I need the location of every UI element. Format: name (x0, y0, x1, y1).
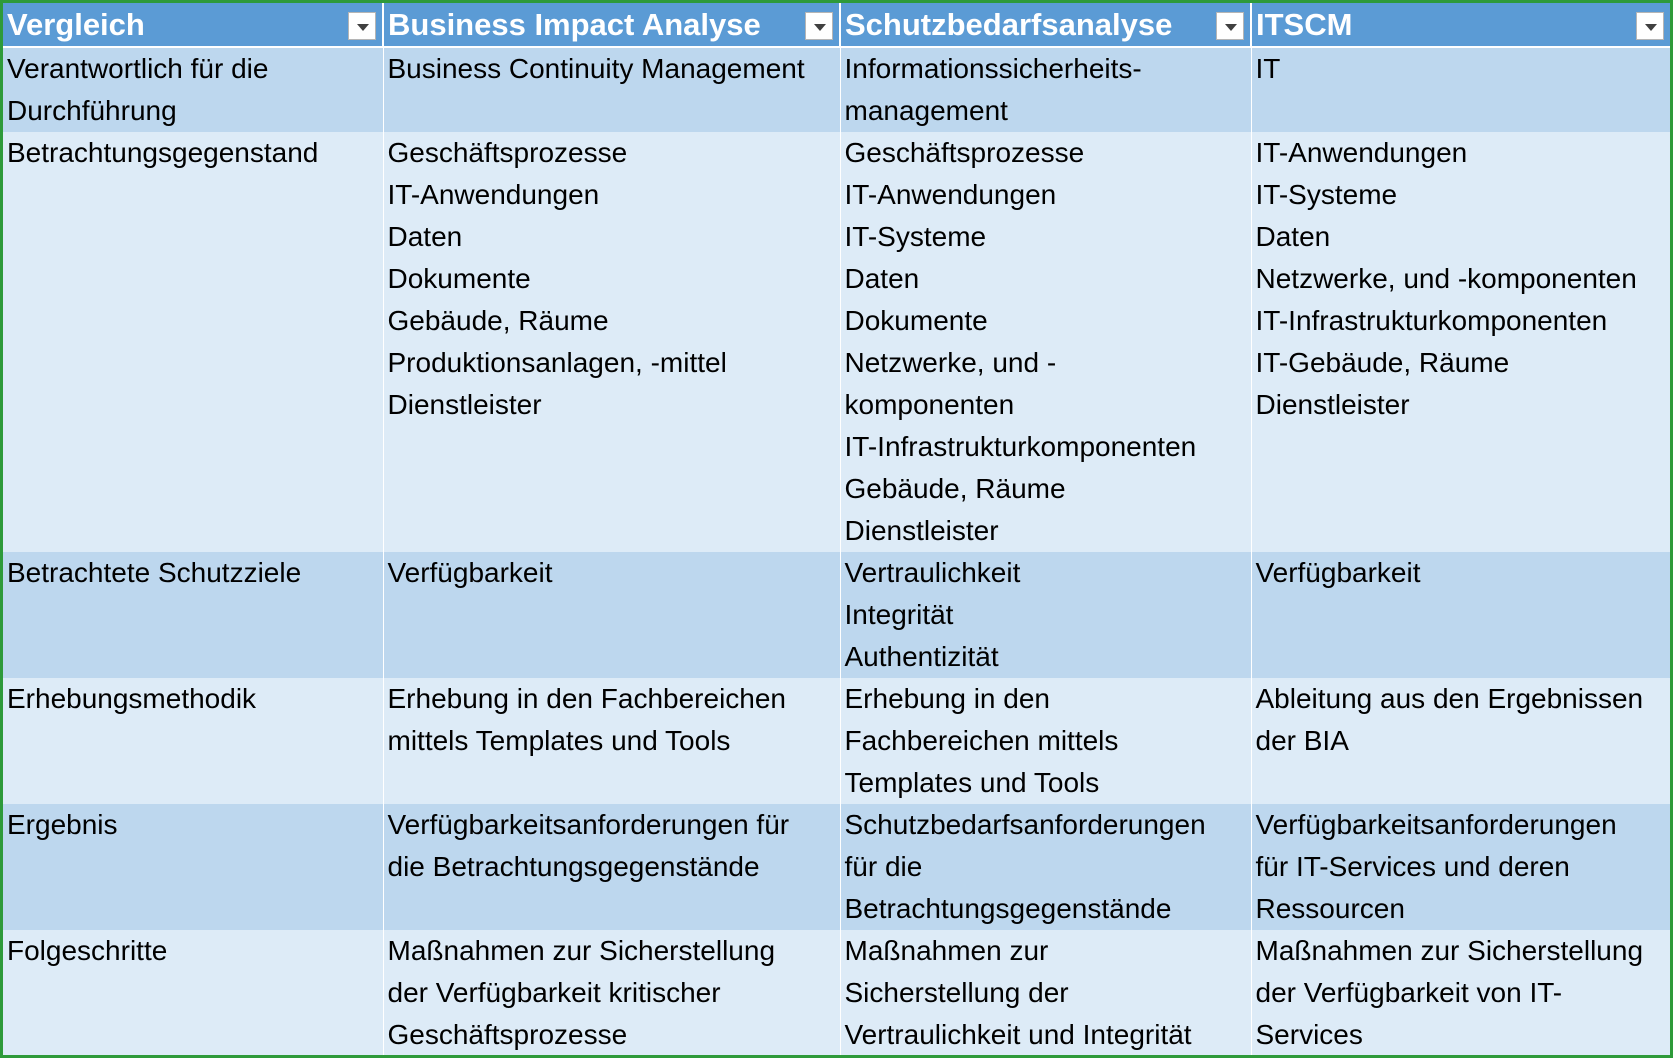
cell-text-line: komponenten (844, 389, 1015, 420)
cell-text-line: Business Continuity Management (387, 53, 805, 84)
cell-text-line: Maßnahmen zur (844, 935, 1049, 966)
cell-text-line: Vertraulichkeit (844, 557, 1021, 588)
table-row (3, 132, 1670, 552)
table-row (3, 930, 1670, 1056)
itscm-cell[interactable] (1251, 132, 1670, 552)
row-label-cell[interactable] (3, 132, 383, 552)
cell-text-line: Betrachtungsgegenstände (844, 893, 1172, 924)
cell-text-line: Verfügbarkeit (387, 557, 553, 588)
cell-text-line: für IT-Services und deren (1255, 851, 1570, 882)
cell-text-line: Durchführung (7, 95, 177, 126)
cell-text-line: Authentizität (844, 641, 999, 672)
header-label: Vergleich (7, 7, 145, 42)
row-label-cell[interactable] (3, 552, 383, 678)
header-vergleich (3, 3, 383, 47)
cell-text-line: Dienstleister (844, 515, 999, 546)
itscm-cell[interactable] (1251, 804, 1670, 930)
header-label: Business Impact Analyse (388, 7, 761, 42)
schutzbedarf-cell[interactable] (840, 132, 1251, 552)
filter-dropdown-icon[interactable] (1636, 12, 1664, 40)
cell-text-line: Ergebnis (7, 809, 118, 840)
schutzbedarf-cell[interactable] (840, 930, 1251, 1056)
cell-text-line: IT-Systeme (1255, 179, 1398, 210)
table-row (3, 47, 1670, 132)
cell-text-line: Dokumente (387, 263, 531, 294)
header-row (3, 3, 1670, 47)
cell-text-line: Erhebung in den (844, 683, 1051, 714)
cell-text-line: Daten (387, 221, 463, 252)
bia-cell[interactable] (383, 678, 840, 804)
cell-text-line: Netzwerke, und - (844, 347, 1057, 378)
cell-text-line: IT-Anwendungen (387, 179, 600, 210)
schutzbedarf-cell[interactable] (840, 804, 1251, 930)
cell-text-line: Daten (844, 263, 920, 294)
itscm-cell[interactable] (1251, 47, 1670, 132)
cell-text-line: Erhebungsmethodik (7, 683, 257, 714)
header-label: ITSCM (1256, 7, 1353, 42)
table-row (3, 552, 1670, 678)
row-label-cell[interactable] (3, 804, 383, 930)
cell-text-line: der Verfügbarkeit von IT- (1255, 977, 1563, 1008)
cell-text-line: Erhebung in den Fachbereichen (387, 683, 787, 714)
cell-text-line: Ressourcen (1255, 893, 1405, 924)
cell-text-line: Geschäftsprozesse (387, 1019, 628, 1050)
cell-text-line: Geschäftsprozesse (844, 137, 1085, 168)
cell-text-line: Betrachtungsgegenstand (7, 137, 319, 168)
cell-text-line: Verfügbarkeit (1255, 557, 1421, 588)
cell-text-line: Informationssicherheits- (844, 53, 1142, 84)
cell-text-line: Netzwerke, und -komponenten (1255, 263, 1637, 294)
cell-text-line: Schutzbedarfsanforderungen (844, 809, 1206, 840)
row-label-cell[interactable] (3, 678, 383, 804)
cell-text-line: Verantwortlich für die (7, 53, 269, 84)
cell-text-line: Services (1255, 1019, 1363, 1050)
filter-dropdown-icon[interactable] (805, 12, 833, 40)
header-label: Schutzbedarfsanalyse (845, 7, 1173, 42)
filter-dropdown-icon[interactable] (348, 12, 376, 40)
itscm-cell[interactable] (1251, 678, 1670, 804)
table-row (3, 804, 1670, 930)
row-label-cell[interactable] (3, 930, 383, 1056)
header-bia (383, 3, 840, 47)
cell-text-line: IT-Infrastrukturkomponenten (1255, 305, 1608, 336)
itscm-cell[interactable] (1251, 930, 1670, 1056)
bia-cell[interactable] (383, 804, 840, 930)
table-row (3, 678, 1670, 804)
cell-text-line: Gebäude, Räume (844, 473, 1066, 504)
cell-text-line: Fachbereichen mittels (844, 725, 1119, 756)
cell-text-line: Templates und Tools (844, 767, 1100, 798)
cell-text-line: mittels Templates und Tools (387, 725, 731, 756)
cell-text-line: Dienstleister (1255, 389, 1410, 420)
bia-cell[interactable] (383, 930, 840, 1056)
cell-text-line: Geschäftsprozesse (387, 137, 628, 168)
bia-cell[interactable] (383, 552, 840, 678)
cell-text-line: management (844, 95, 1008, 126)
cell-text-line: der Verfügbarkeit kritischer (387, 977, 721, 1008)
cell-text-line: Integrität (844, 599, 954, 630)
cell-text-line: Ableitung aus den Ergebnissen (1255, 683, 1644, 714)
header-schutzbedarf (840, 3, 1251, 47)
cell-text-line: IT-Systeme (844, 221, 987, 252)
cell-text-line: Produktionsanlagen, -mittel (387, 347, 727, 378)
itscm-cell[interactable] (1251, 552, 1670, 678)
cell-text-line: Dienstleister (387, 389, 542, 420)
cell-text-line: Betrachtete Schutzziele (7, 557, 302, 588)
cell-text-line: für die (844, 851, 923, 882)
row-label-cell[interactable] (3, 47, 383, 132)
comparison-table (3, 3, 1670, 1056)
cell-text-line: Daten (1255, 221, 1331, 252)
header-itscm (1251, 3, 1670, 47)
cell-text-line: IT-Gebäude, Räume (1255, 347, 1510, 378)
schutzbedarf-cell[interactable] (840, 678, 1251, 804)
cell-text-line: IT-Infrastrukturkomponenten (844, 431, 1197, 462)
cell-text-line: die Betrachtungsgegenstände (387, 851, 760, 882)
cell-text-line: IT-Anwendungen (844, 179, 1057, 210)
bia-cell[interactable] (383, 47, 840, 132)
filter-dropdown-icon[interactable] (1216, 12, 1244, 40)
schutzbedarf-cell[interactable] (840, 552, 1251, 678)
bia-cell[interactable] (383, 132, 840, 552)
cell-text-line: Maßnahmen zur Sicherstellung (1255, 935, 1644, 966)
cell-text-line: Sicherstellung der (844, 977, 1069, 1008)
cell-text-line: IT-Anwendungen (1255, 137, 1468, 168)
cell-text-line: Verfügbarkeitsanforderungen für (387, 809, 790, 840)
cell-text-line: Maßnahmen zur Sicherstellung (387, 935, 776, 966)
cell-text-line: Verfügbarkeitsanforderungen (1255, 809, 1617, 840)
schutzbedarf-cell[interactable] (840, 47, 1251, 132)
cell-text-line: Vertraulichkeit und Integrität (844, 1019, 1192, 1050)
cell-text-line: der BIA (1255, 725, 1349, 756)
cell-text-line: Gebäude, Räume (387, 305, 609, 336)
cell-text-line: IT (1255, 53, 1281, 84)
cell-text-line: Folgeschritte (7, 935, 168, 966)
cell-text-line: Dokumente (844, 305, 988, 336)
